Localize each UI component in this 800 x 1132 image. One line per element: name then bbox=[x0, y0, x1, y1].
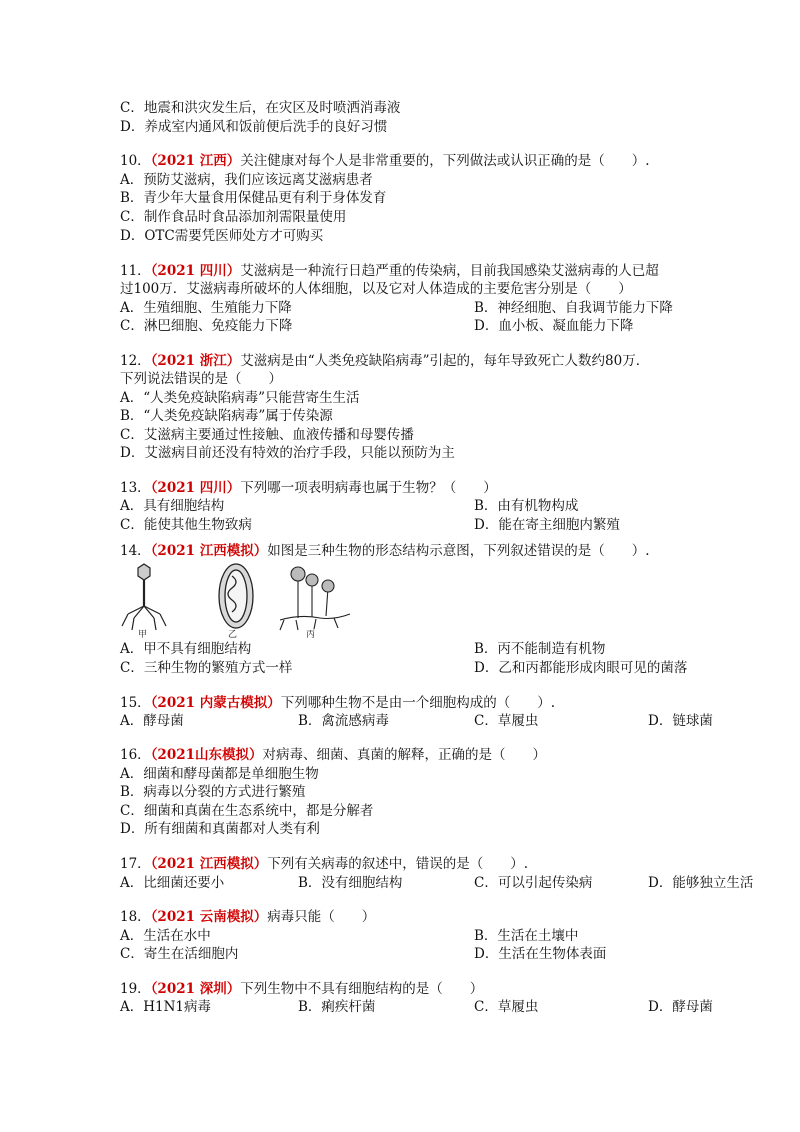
question-source: （2021 内蒙古模拟） bbox=[150, 695, 281, 711]
question-17-stem: 17．（2021 江西模拟）下列有关病毒的叙述中，错误的是（ ）. bbox=[120, 856, 529, 872]
option-a: A．酵母菌 bbox=[120, 713, 184, 729]
question-source: （2021山东模拟） bbox=[150, 747, 263, 763]
question-source: （2021 江西模拟） bbox=[150, 856, 268, 872]
question-14-stem: 14．（2021 江西模拟）如图是三种生物的形态结构示意图，下列叙述错误的是（ ）. bbox=[120, 543, 650, 559]
option-c: C．草履虫 bbox=[474, 713, 539, 729]
bacterium-drawing bbox=[219, 564, 253, 628]
option-d: D．血小板、凝血能力下降 bbox=[474, 318, 634, 334]
option-d: D．能在寄主细胞内繁殖 bbox=[474, 517, 620, 533]
option-a: A．生活在水中 bbox=[120, 928, 211, 944]
option-d: D．艾滋病目前还没有特效的治疗手段，只能以预防为主 bbox=[120, 445, 455, 461]
option-a: A．预防艾滋病，我们应该远离艾滋病患者 bbox=[120, 172, 373, 188]
option-d: D．链球菌 bbox=[648, 713, 713, 729]
option-c: C．草履虫 bbox=[474, 999, 539, 1015]
bacteriophage-drawing bbox=[122, 564, 166, 630]
option-a: A．H1N1病毒 bbox=[120, 999, 212, 1015]
question-source: （2021 深圳） bbox=[150, 981, 241, 997]
mold-drawing bbox=[280, 567, 350, 630]
question-12-stem: 12．（2021 浙江）艾滋病是由“人类免疫缺陷病毒”引起的，每年导致死亡人数约80万． bbox=[120, 353, 650, 369]
option-d-q9: D．养成室内通风和饭前便后洗手的良好习惯 bbox=[120, 119, 388, 135]
option-c: C．能使其他生物致病 bbox=[120, 517, 252, 533]
option-b: B．生活在土壤中 bbox=[474, 928, 579, 944]
option-c: C．可以引起传染病 bbox=[474, 875, 593, 891]
option-a: A．甲不具有细胞结构 bbox=[120, 641, 252, 657]
question-10-stem: 10．（2021 江西）关注健康对每个人是非常重要的，下列做法或认识正确的是（ ）. bbox=[120, 153, 650, 169]
three-organisms-figure bbox=[120, 562, 365, 638]
question-15-stem: 15．（2021 内蒙古模拟）下列哪种生物不是由一个细胞构成的（ ）. bbox=[120, 695, 556, 711]
figure-label-jia: 甲 bbox=[138, 630, 148, 638]
option-c: C．艾滋病主要通过性接触、血液传播和母婴传播 bbox=[120, 427, 414, 443]
option-c: C．制作食品时食品添加剂需限量使用 bbox=[120, 209, 347, 225]
figure-label-yi: 乙 bbox=[228, 630, 238, 638]
option-b: B．没有细胞结构 bbox=[298, 875, 403, 891]
option-b: B．由有机物构成 bbox=[474, 498, 579, 514]
option-a: A．比细菌还要小 bbox=[120, 875, 225, 891]
option-c: C．三种生物的繁殖方式一样 bbox=[120, 660, 293, 676]
option-b: B．禽流感病毒 bbox=[298, 713, 389, 729]
question-11-stem: 11．（2021 四川）艾滋病是一种流行日趋严重的传染病，目前我国感染艾滋病毒的人已超 bbox=[120, 263, 659, 279]
option-c: C．寄生在活细胞内 bbox=[120, 946, 239, 962]
option-d: D．酵母菌 bbox=[648, 999, 713, 1015]
option-a: A．“人类免疫缺陷病毒”只能营寄生生活 bbox=[120, 390, 360, 406]
option-d: D．能够独立生活 bbox=[648, 875, 754, 891]
question-source: （2021 浙江） bbox=[150, 353, 241, 369]
option-b: B．青少年大量食用保健品更有利于身体发育 bbox=[120, 190, 387, 206]
question-source: （2021 江西） bbox=[150, 153, 241, 169]
question-source: （2021 四川） bbox=[150, 480, 241, 496]
question-13-stem: 13．（2021 四川）下列哪一项表明病毒也属于生物？（ ） bbox=[120, 480, 497, 496]
question-source: （2021 江西模拟） bbox=[150, 543, 268, 559]
option-a: A．生殖细胞、生殖能力下降 bbox=[120, 300, 292, 316]
option-b: B．丙不能制造有机物 bbox=[474, 641, 606, 657]
option-d: D．乙和丙都能形成肉眼可见的菌落 bbox=[474, 660, 688, 676]
question-18-stem: 18．（2021 云南模拟）病毒只能（ ） bbox=[120, 909, 376, 925]
option-b: B．神经细胞、自我调节能力下降 bbox=[474, 300, 673, 316]
option-b: B．“人类免疫缺陷病毒”属于传染源 bbox=[120, 408, 333, 424]
option-c: C．细菌和真菌在生态系统中，都是分解者 bbox=[120, 803, 374, 819]
option-a: A．具有细胞结构 bbox=[120, 498, 225, 514]
option-a: A．细菌和酵母菌都是单细胞生物 bbox=[120, 766, 319, 782]
question-11-stem-cont: 过100万．艾滋病毒所破坏的人体细胞，以及它对人体造成的主要危害分别是（ ） bbox=[120, 281, 632, 297]
question-source: （2021 四川） bbox=[150, 263, 241, 279]
option-b: B．痢疾杆菌 bbox=[298, 999, 376, 1015]
question-12-stem-cont: 下列说法错误的是（ ） bbox=[120, 371, 282, 387]
question-19-stem: 19．（2021 深圳）下列生物中不具有细胞结构的是（ ） bbox=[120, 981, 484, 997]
option-d: D．所有细菌和真菌都对人类有利 bbox=[120, 821, 320, 837]
figure-label-bing: 丙 bbox=[306, 630, 316, 638]
option-c: C．淋巴细胞、免疫能力下降 bbox=[120, 318, 293, 334]
question-source: （2021 云南模拟） bbox=[150, 909, 268, 925]
option-d: D．OTC需要凭医师处方才可购买 bbox=[120, 228, 324, 244]
option-b: B．病毒以分裂的方式进行繁殖 bbox=[120, 784, 306, 800]
option-d: D．生活在生物体表面 bbox=[474, 946, 607, 962]
option-c-q9: C．地震和洪灾发生后，在灾区及时喷洒消毒液 bbox=[120, 100, 401, 116]
question-16-stem: 16．（2021山东模拟）对病毒、细菌、真菌的解释，正确的是（ ） bbox=[120, 747, 547, 763]
